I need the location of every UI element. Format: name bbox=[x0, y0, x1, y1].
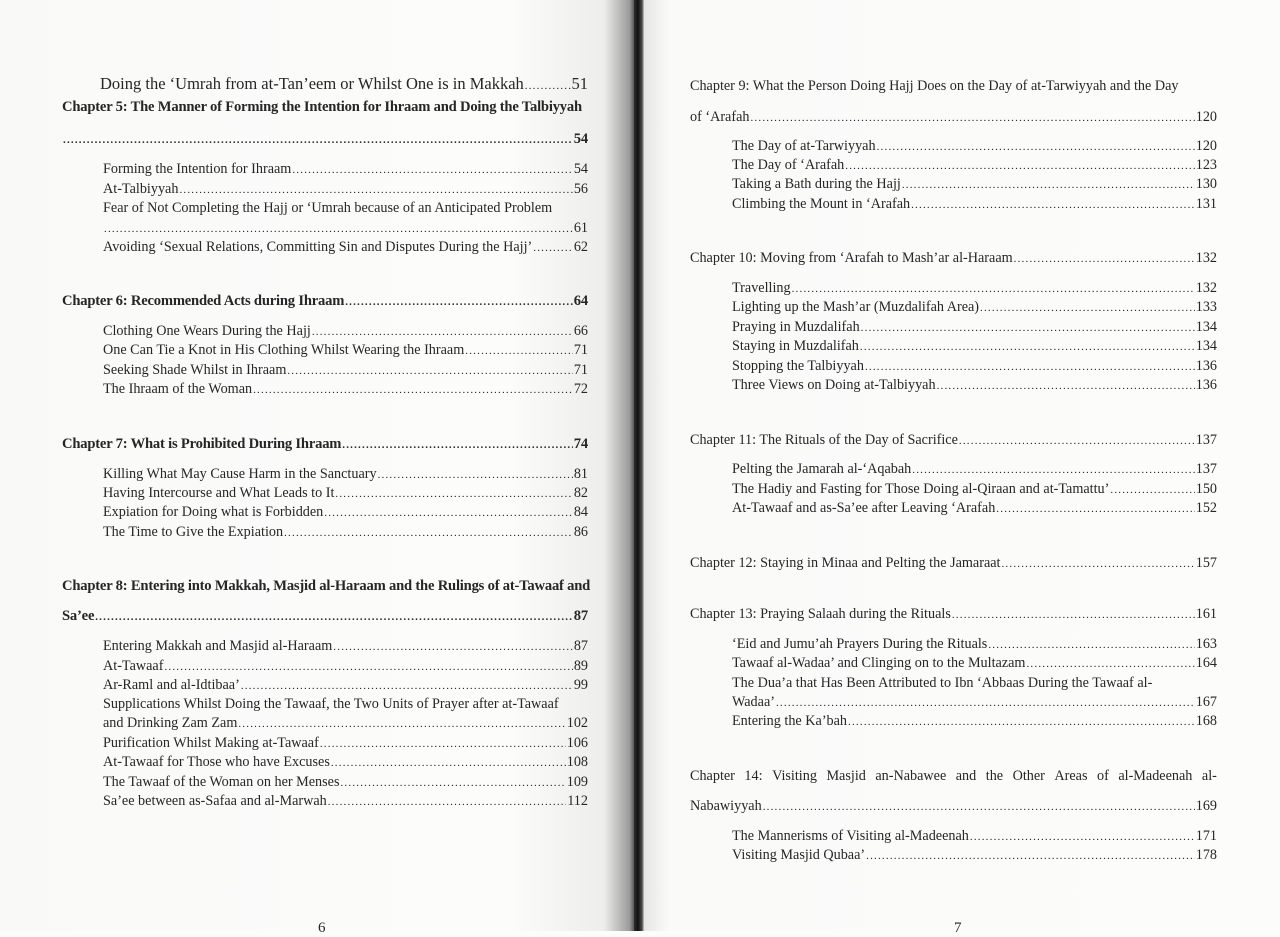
dot-leader bbox=[378, 466, 573, 484]
toc-entry-title: Expiation for Doing what is Forbidden bbox=[103, 504, 324, 520]
toc-page-number: 74 bbox=[573, 436, 588, 452]
dot-leader bbox=[342, 436, 573, 454]
toc-section-entry bbox=[732, 298, 1217, 317]
toc-page-number: 163 bbox=[1195, 636, 1217, 652]
toc-page-number: 99 bbox=[573, 677, 588, 693]
toc-entry-word: of bbox=[1097, 768, 1109, 784]
toc-section-entry bbox=[732, 460, 1217, 479]
right-page bbox=[644, 0, 1280, 936]
toc-section-entry bbox=[103, 637, 588, 656]
toc-page-number: 81 bbox=[573, 466, 588, 482]
toc-section-entry bbox=[732, 357, 1217, 376]
dot-leader bbox=[312, 323, 573, 341]
dot-leader bbox=[937, 377, 1195, 395]
toc-page-number: 61 bbox=[573, 220, 588, 236]
toc-section-entry bbox=[103, 199, 588, 217]
dot-leader bbox=[533, 239, 573, 257]
toc-entry-title: Forming the Intention for Ihraam bbox=[103, 161, 292, 177]
page-number: 6 bbox=[318, 920, 326, 936]
toc-entry-word: al-Madeenah bbox=[1118, 768, 1193, 784]
dot-leader bbox=[912, 461, 1194, 479]
dot-leader bbox=[1026, 655, 1194, 673]
toc-entry-title: Staying in Muzdalifah bbox=[732, 338, 859, 354]
toc-entry-title: Seeking Shade Whilst in Ihraam bbox=[103, 362, 287, 378]
dot-leader bbox=[763, 798, 1195, 816]
dot-leader bbox=[1110, 481, 1194, 499]
toc-entry-title: Chapter 6: Recommended Acts during Ihraam bbox=[62, 293, 345, 309]
toc-section-entry bbox=[103, 714, 588, 733]
toc-entry-title: Nabawiyyah bbox=[690, 798, 762, 814]
toc-section-entry bbox=[732, 156, 1217, 175]
toc-entry-title: At-Talbiyyah bbox=[103, 181, 179, 197]
book-spine bbox=[634, 0, 644, 931]
toc-section-entry bbox=[732, 654, 1217, 673]
toc-entry-title: Doing the ‘Umrah from at-Tan’eem or Whilst One is in Makkah bbox=[100, 74, 524, 93]
toc-section-entry bbox=[103, 380, 588, 399]
toc-page-number: 56 bbox=[573, 181, 588, 197]
toc-page-number: 66 bbox=[573, 323, 588, 339]
toc-section-entry bbox=[732, 480, 1217, 499]
toc-entry-title: One Can Tie a Knot in His Clothing Whilst Wearing the Ihraam bbox=[103, 342, 465, 358]
toc-page-number: 86 bbox=[573, 524, 588, 540]
toc-section-entry bbox=[732, 195, 1217, 214]
toc-section-entry bbox=[732, 137, 1217, 156]
dot-leader bbox=[792, 280, 1195, 298]
toc-section-entry bbox=[103, 734, 588, 753]
toc-page-number: 157 bbox=[1195, 555, 1217, 571]
toc-chapter-entry bbox=[690, 77, 1217, 95]
dot-leader bbox=[238, 715, 565, 733]
toc-section-entry bbox=[103, 180, 588, 199]
toc-entry-title: Purification Whilst Making at-Tawaaf bbox=[103, 735, 319, 751]
toc-section-entry bbox=[103, 484, 588, 503]
toc-page-number: 102 bbox=[566, 715, 588, 731]
toc-section-entry bbox=[103, 792, 588, 811]
toc-section-entry bbox=[732, 827, 1217, 846]
toc-section-entry bbox=[732, 674, 1217, 692]
toc-entry-title: Chapter 11: The Rituals of the Day of Sacrifice bbox=[690, 432, 958, 448]
toc-entry-title: The Day of ‘Arafah bbox=[732, 157, 845, 173]
toc-page-number: 108 bbox=[566, 754, 588, 770]
toc-entry-title: Entering the Ka’bah bbox=[732, 713, 848, 729]
toc-section-entry bbox=[732, 318, 1217, 337]
toc-section-entry bbox=[732, 499, 1217, 518]
toc-chapter-entry bbox=[690, 554, 1217, 573]
dot-leader bbox=[750, 109, 1194, 127]
toc-section-entry bbox=[103, 773, 588, 792]
toc-entry-word: al- bbox=[1201, 768, 1217, 784]
toc-entry-title: Entering Makkah and Masjid al-Haraam bbox=[103, 638, 333, 654]
toc-page-number: 178 bbox=[1195, 847, 1217, 863]
toc-page-number: 134 bbox=[1195, 338, 1217, 354]
toc-page-number: 89 bbox=[573, 658, 588, 674]
toc-section-entry bbox=[103, 676, 588, 695]
toc-entry-word: Visiting bbox=[772, 768, 817, 784]
toc-chapter-entry bbox=[62, 98, 588, 116]
toc-page-number: 171 bbox=[1195, 828, 1217, 844]
toc-section-entry bbox=[732, 175, 1217, 194]
dot-leader bbox=[970, 828, 1195, 846]
dot-leader bbox=[1014, 250, 1195, 268]
dot-leader bbox=[911, 196, 1195, 214]
toc-entry-word: Chapter bbox=[690, 768, 735, 784]
dot-leader bbox=[776, 694, 1195, 712]
toc-page-number: 131 bbox=[1195, 196, 1217, 212]
toc-page-number: 64 bbox=[573, 293, 588, 309]
toc-chapter-entry bbox=[690, 431, 1217, 450]
toc-entry-title: The Ihraam of the Woman bbox=[103, 381, 253, 397]
toc-section-entry bbox=[103, 341, 588, 360]
toc-chapter-entry bbox=[690, 767, 1217, 785]
toc-entry-title: The Dua’a that Has Been Attributed to Ibn ‘Abbaas During the Tawaaf al- bbox=[732, 675, 1153, 691]
toc-page-number: 164 bbox=[1195, 655, 1217, 671]
toc-page-number: 167 bbox=[1195, 694, 1217, 710]
toc-section-entry bbox=[100, 75, 588, 95]
dot-leader bbox=[63, 131, 573, 149]
dot-leader bbox=[877, 138, 1195, 156]
toc-section-entry bbox=[103, 322, 588, 341]
toc-entry-title: Chapter 12: Staying in Minaa and Pelting the Jamaraat bbox=[690, 555, 1001, 571]
toc-entry-word: 14: bbox=[744, 768, 763, 784]
dot-leader bbox=[845, 157, 1194, 175]
toc-page-number: 136 bbox=[1195, 358, 1217, 374]
toc-page-number: 112 bbox=[567, 793, 588, 809]
toc-section-entry bbox=[103, 361, 588, 380]
toc-entry-word: an-Nabawee bbox=[875, 768, 947, 784]
toc-entry-title: and Drinking Zam Zam bbox=[103, 715, 238, 731]
toc-section-entry bbox=[732, 712, 1217, 731]
dot-leader bbox=[861, 319, 1195, 337]
toc-section-entry bbox=[103, 465, 588, 484]
toc-entry-title: Chapter 10: Moving from ‘Arafah to Mash’ar al-Haraam bbox=[690, 250, 1013, 266]
toc-page-number: 54 bbox=[573, 161, 588, 177]
toc-entry-title: At-Tawaaf bbox=[103, 658, 164, 674]
toc-entry-title: Chapter 5: The Manner of Forming the Intention for Ihraam and Doing the Talbiyyah bbox=[62, 99, 582, 115]
toc-page-number: 161 bbox=[1195, 606, 1217, 622]
toc-entry-title: Having Intercourse and What Leads to It bbox=[103, 485, 335, 501]
toc-section-entry bbox=[732, 693, 1217, 712]
toc-page-number: 130 bbox=[1195, 176, 1217, 192]
toc-page-number: 62 bbox=[573, 239, 588, 255]
toc-section-entry bbox=[732, 376, 1217, 395]
toc-page-number: 106 bbox=[566, 735, 588, 751]
toc-section-entry bbox=[732, 337, 1217, 356]
dot-leader bbox=[335, 485, 572, 503]
toc-entry-title: Visiting Masjid Qubaa’ bbox=[732, 847, 866, 863]
toc-entry-title: Three Views on Doing at-Talbiyyah bbox=[732, 377, 936, 393]
toc-section-entry bbox=[103, 160, 588, 179]
dot-leader bbox=[525, 77, 571, 95]
dot-leader bbox=[996, 500, 1194, 518]
toc-chapter-entry bbox=[62, 607, 588, 626]
dot-leader bbox=[848, 713, 1195, 731]
toc-entry-title: Pelting the Jamarah al-‘Aqabah bbox=[732, 461, 912, 477]
toc-entry-word: Areas bbox=[1054, 768, 1088, 784]
dot-leader bbox=[866, 847, 1195, 865]
toc-page-number: 133 bbox=[1195, 299, 1217, 315]
toc-entry-title: Chapter 9: What the Person Doing Hajj Does on the Day of at-Tarwiyyah and the Day bbox=[690, 78, 1179, 94]
dot-leader bbox=[959, 432, 1195, 450]
toc-page-number: 134 bbox=[1195, 319, 1217, 335]
toc-page-number: 87 bbox=[573, 608, 588, 624]
dot-leader bbox=[345, 293, 573, 311]
toc-entry-title: The Mannerisms of Visiting al-Madeenah bbox=[732, 828, 969, 844]
toc-entry-title: Climbing the Mount in ‘Arafah bbox=[732, 196, 911, 212]
toc-entry-title: Clothing One Wears During the Hajj bbox=[103, 323, 311, 339]
toc-page-number: 51 bbox=[571, 74, 588, 93]
toc-page-number: 132 bbox=[1195, 280, 1217, 296]
dot-leader bbox=[287, 362, 572, 380]
left-page bbox=[0, 0, 636, 936]
toc-page-number: 71 bbox=[573, 362, 588, 378]
toc-page-number: 87 bbox=[573, 638, 588, 654]
toc-page-number: 120 bbox=[1195, 109, 1217, 125]
toc-entry-word: Other bbox=[1012, 768, 1045, 784]
dot-leader bbox=[465, 342, 573, 360]
toc-entry-title: The Day of at-Tarwiyyah bbox=[732, 138, 876, 154]
dot-leader bbox=[1001, 555, 1194, 573]
dot-leader bbox=[902, 176, 1195, 194]
dot-leader bbox=[320, 735, 566, 753]
toc-section-entry bbox=[103, 657, 588, 676]
toc-page-number: 152 bbox=[1195, 500, 1217, 516]
toc-entry-title: Chapter 7: What is Prohibited During Ihraam bbox=[62, 436, 342, 452]
toc-entry-title: Sa’ee between as-Safaa and al-Marwah bbox=[103, 793, 327, 809]
toc-page-number: 137 bbox=[1195, 461, 1217, 477]
toc-section-entry bbox=[732, 279, 1217, 298]
page-number: 7 bbox=[954, 920, 962, 936]
dot-leader bbox=[328, 793, 567, 811]
toc-page-number: 71 bbox=[573, 342, 588, 358]
dot-leader bbox=[95, 608, 573, 626]
toc-page-number: 169 bbox=[1195, 798, 1217, 814]
toc-entry-title: Lighting up the Mash’ar (Muzdalifah Area) bbox=[732, 299, 980, 315]
toc-chapter-entry bbox=[690, 108, 1217, 127]
toc-page-number: 150 bbox=[1195, 481, 1217, 497]
toc-page-number: 109 bbox=[566, 774, 588, 790]
toc-entry-title: Supplications Whilst Doing the Tawaaf, the Two Units of Prayer after at-Tawaaf bbox=[103, 696, 559, 712]
toc-entry-title: Ar-Raml and al-Idtibaa’ bbox=[103, 677, 240, 693]
dot-leader bbox=[104, 220, 573, 238]
toc-section-entry bbox=[732, 635, 1217, 654]
toc-page-number: 84 bbox=[573, 504, 588, 520]
dot-leader bbox=[333, 638, 573, 656]
toc-entry-title: Tawaaf al-Wadaa’ and Clinging on to the Multazam bbox=[732, 655, 1026, 671]
dot-leader bbox=[980, 299, 1195, 317]
toc-section-entry bbox=[103, 753, 588, 772]
dot-leader bbox=[164, 658, 572, 676]
toc-section-entry bbox=[103, 503, 588, 522]
dot-leader bbox=[865, 358, 1195, 376]
dot-leader bbox=[284, 524, 573, 542]
toc-entry-title: Avoiding ‘Sexual Relations, Committing Sin and Disputes During the Hajj’ bbox=[103, 239, 533, 255]
toc-entry-title: Travelling bbox=[732, 280, 791, 296]
toc-page-number: 72 bbox=[573, 381, 588, 397]
dot-leader bbox=[292, 161, 572, 179]
dot-leader bbox=[860, 338, 1195, 356]
dot-leader bbox=[988, 636, 1194, 654]
toc-page-number: 137 bbox=[1195, 432, 1217, 448]
toc-page-number: 123 bbox=[1195, 157, 1217, 173]
toc-entry-word: and bbox=[955, 768, 977, 784]
dot-leader bbox=[340, 774, 565, 792]
toc-page-number: 136 bbox=[1195, 377, 1217, 393]
toc-entry-title: Killing What May Cause Harm in the Sanctuary bbox=[103, 466, 377, 482]
toc-chapter-entry bbox=[690, 605, 1217, 624]
toc-chapter-entry bbox=[62, 435, 588, 454]
toc-chapter-entry bbox=[690, 249, 1217, 268]
toc-section-entry bbox=[103, 523, 588, 542]
toc-entry-word: the bbox=[985, 768, 1004, 784]
dot-leader bbox=[952, 606, 1195, 624]
toc-page-number: 120 bbox=[1195, 138, 1217, 154]
toc-entry-title: At-Tawaaf for Those who have Excuses bbox=[103, 754, 330, 770]
toc-entry-title: Sa’ee bbox=[62, 608, 95, 624]
toc-page-number: 168 bbox=[1195, 713, 1217, 729]
toc-section-entry bbox=[732, 846, 1217, 865]
toc-section-entry bbox=[103, 219, 588, 238]
toc-entry-title: Stopping the Talbiyyah bbox=[732, 358, 864, 374]
toc-section-entry bbox=[103, 695, 588, 713]
dot-leader bbox=[253, 381, 573, 399]
toc-chapter-entry bbox=[62, 577, 591, 595]
toc-page-number: 132 bbox=[1195, 250, 1217, 266]
toc-entry-title: ‘Eid and Jumu’ah Prayers During the Rituals bbox=[732, 636, 988, 652]
dot-leader bbox=[179, 181, 572, 199]
toc-entry-title: Chapter 8: Entering into Makkah, Masjid al-Haraam and the Rulings of at-Tawaaf and bbox=[62, 578, 591, 594]
toc-entry-title: Praying in Muzdalifah bbox=[732, 319, 860, 335]
toc-entry-title: At-Tawaaf and as-Sa’ee after Leaving ‘Arafah bbox=[732, 500, 996, 516]
toc-entry-title: Wadaa’ bbox=[732, 694, 775, 710]
toc-entry-title: The Tawaaf of the Woman on her Menses bbox=[103, 774, 340, 790]
toc-entry-title: The Hadiy and Fasting for Those Doing al-Qiraan and at-Tamattu’ bbox=[732, 481, 1110, 497]
dot-leader bbox=[331, 754, 566, 772]
dot-leader bbox=[324, 504, 573, 522]
toc-entry-word: Masjid bbox=[826, 768, 866, 784]
toc-entry-title: The Time to Give the Expiation bbox=[103, 524, 284, 540]
toc-entry-title: Chapter 13: Praying Salaah during the Rituals bbox=[690, 606, 951, 622]
toc-chapter-entry bbox=[690, 797, 1217, 816]
toc-entry-title: Fear of Not Completing the Hajj or ‘Umrah because of an Anticipated Problem bbox=[103, 200, 553, 216]
toc-chapter-entry bbox=[62, 292, 588, 311]
toc-entry-title: Taking a Bath during the Hajj bbox=[732, 176, 901, 192]
toc-entry-title: of ‘Arafah bbox=[690, 109, 750, 125]
toc-page-number: 82 bbox=[573, 485, 588, 501]
dot-leader bbox=[241, 677, 573, 695]
toc-section-entry bbox=[103, 238, 588, 257]
toc-chapter-entry bbox=[62, 130, 588, 149]
toc-page-number: 54 bbox=[573, 131, 588, 147]
